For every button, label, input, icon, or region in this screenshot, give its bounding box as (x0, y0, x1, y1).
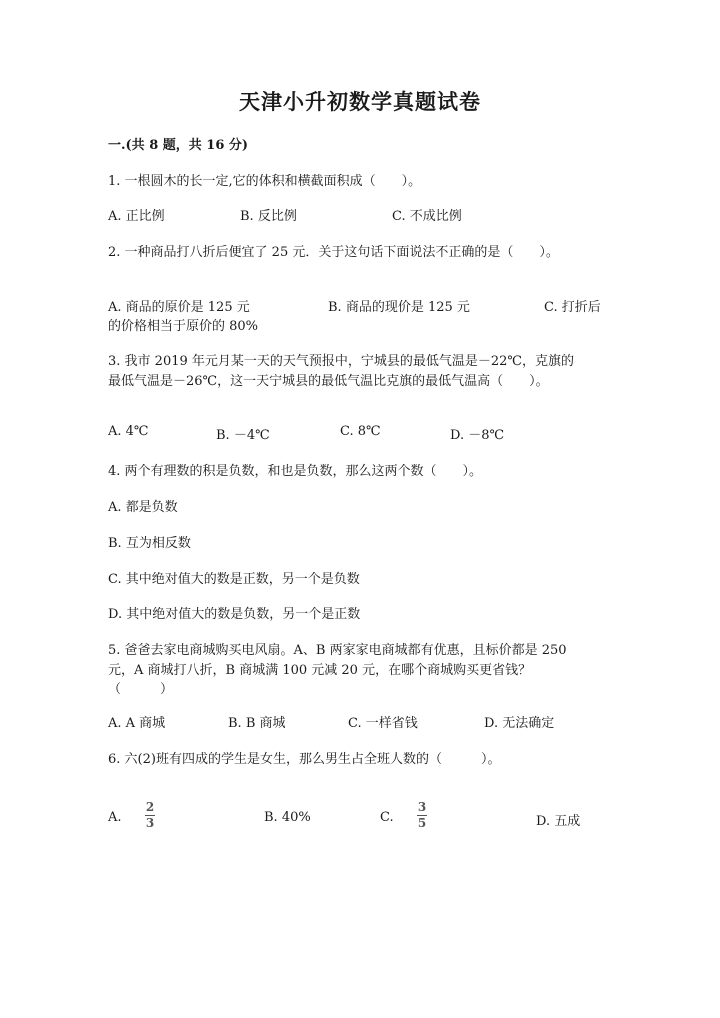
question-2-text: 2. 一种商品打八折后便宜了 25 元．关于这句话下面说法不正确的是（ ）。 (108, 245, 559, 260)
question-1-text: 1. 一根圆木的长一定,它的体积和横截面积成（ ）。 (108, 174, 422, 189)
fraction-numerator: 2 (145, 800, 155, 814)
question-2-option-a[interactable]: A. 商品的原价是 125 元 (108, 300, 250, 315)
question-3-line-1: 3. 我市 2019 年元月某一天的天气预报中，宁城县的最低气温是－22℃，克旗的 (108, 354, 574, 369)
question-6-option-a-label[interactable]: A. (108, 810, 122, 825)
question-6-option-d[interactable]: D. 五成 (536, 814, 581, 829)
fraction-denominator: 5 (417, 816, 427, 830)
question-4-text: 4. 两个有理数的积是负数，和也是负数，那么这两个数（ ）。 (108, 464, 483, 479)
fraction-numerator: 3 (417, 800, 427, 814)
question-5-option-c[interactable]: C. 一样省钱 (348, 716, 418, 731)
question-5-answer-blank: （ ） (108, 682, 174, 697)
question-4-option-c[interactable]: C. 其中绝对值大的数是正数，另一个是负数 (108, 572, 360, 587)
question-3-option-b[interactable]: B. －4℃ (216, 428, 270, 443)
question-5-option-d[interactable]: D. 无法确定 (484, 716, 555, 731)
question-3-line-2: 最低气温是－26℃，这一天宁城县的最低气温比克旗的最低气温高（ ）。 (108, 374, 549, 389)
question-1-option-a[interactable]: A. 正比例 (108, 209, 165, 224)
question-5-option-b[interactable]: B. B 商城 (228, 716, 286, 731)
question-3-option-d[interactable]: D. －8℃ (450, 428, 505, 443)
question-2-option-c[interactable]: C. 打折后 (544, 300, 601, 315)
question-6-option-a-fraction (145, 801, 155, 830)
question-6-option-c-label[interactable]: C. (380, 810, 394, 825)
question-1-option-c[interactable]: C. 不成比例 (392, 209, 462, 224)
question-2-option-c-continued: 的价格相当于原价的 80% (108, 319, 259, 334)
question-4-option-a[interactable]: A. 都是负数 (108, 500, 178, 515)
question-6-text: 6. 六(2)班有四成的学生是女生，那么男生占全班人数的（ ）。 (108, 752, 501, 767)
question-6-option-b[interactable]: B. 40% (264, 810, 311, 825)
page-title: 天津小升初数学真题试卷 (239, 89, 481, 114)
question-3-option-c[interactable]: C. 8℃ (340, 424, 381, 439)
question-6-option-c-fraction (417, 801, 427, 830)
fraction-denominator: 3 (145, 816, 155, 830)
question-1-option-b[interactable]: B. 反比例 (240, 209, 297, 224)
question-4-option-b[interactable]: B. 互为相反数 (108, 536, 191, 551)
question-2-option-b[interactable]: B. 商品的现价是 125 元 (328, 300, 470, 315)
question-3-option-a[interactable]: A. 4℃ (108, 424, 149, 439)
section-heading: 一.(共 8 题，共 16 分) (108, 138, 249, 153)
question-5-line-2: 元，A 商城打八折，B 商城满 100 元减 20 元，在哪个商城购买更省钱？ (108, 663, 532, 678)
question-5-line-1: 5. 爸爸去家电商城购买电风扇。A、B 两家家电商城都有优惠，且标价都是 250 (108, 643, 567, 658)
question-5-option-a[interactable]: A. A 商城 (108, 716, 166, 731)
question-4-option-d[interactable]: D. 其中绝对值大的数是负数，另一个是正数 (108, 607, 361, 622)
